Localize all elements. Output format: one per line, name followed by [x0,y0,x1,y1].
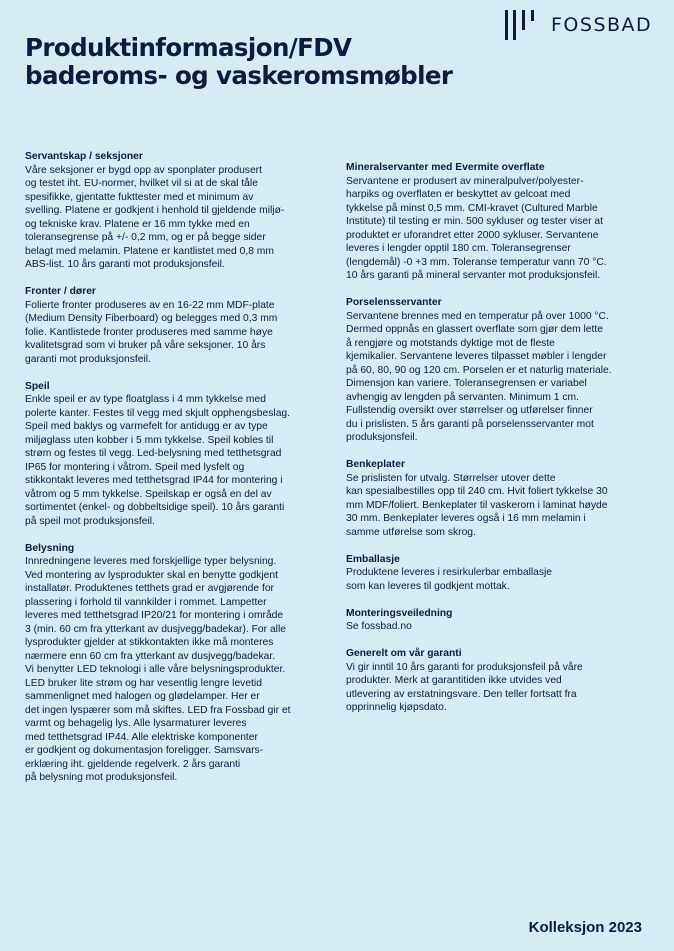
section-heading: Emballasje [346,553,400,565]
page-title [25,34,452,90]
section-body: Vi gir inntil 10 års garanti for produksjonsfeil på våre produkter. Merk at garantitiden ikke utvides ved utlevering av erstatningsvare. Den teller fortsatt fra opprinnelig kjøpsdato. [346,661,583,713]
right-column [346,161,658,728]
section-body: Enkle speil er av type floatglass i 4 mm tykkelse med polerte kanter. Festes til vegg med skjult opphengsbeslag. Speil med baklys og varmefelt for antidugg er av type miljøglass uten kobber i 5 mm tykkelse. Speil kobles til strøm og festes til vegg. Led-belysning med tetthetsgrad IP65 for montering i våtrom. Speil med lysfelt og stikkontakt leveres med tetthetsgrad IP44 for montering i våtrom og 5 mm tykkelse. Speilskap er også en del av sortimentet (enkel- og dobbeltsidige speil). 10 års garanti på speil mot produksjonsfeil. [25,394,291,527]
section-monteringsveiledning [346,607,658,634]
section-benkeplater [346,458,658,539]
section-heading: Mineralservanter med Evermite overflate [346,162,545,173]
section-body: Produktene leveres i resirkulerbar emballasje som kan leveres til godkjent mottak. [346,567,553,592]
section-body: Våre seksjoner er bygd opp av sponplater produsert og testet iht. EU-normer, hvilket vil si at de skal tåle spesifikke, gjentatte fukttester med et minimum av svelling. Platene er godkjent i henhold til gjeldende miljø- og tekniske krav. Platene er 16 mm tykke med en toleransegrense på +/- 0,2 mm, og er på begge sider belagt med melamin. Platene er kantlistet med 0,8 mm ABS-list. 10 års garanti mot produksjonsfeil. [25,164,285,270]
page-title-line1: Produktinformasjon/FDV [25,33,352,62]
section-heading: Porselensservanter [346,297,442,308]
section-mineralservanter [346,161,658,283]
left-column [25,150,337,798]
section-heading: Benkeplater [346,459,405,470]
section-heading: Speil [25,380,50,392]
section-body: Folierte fronter produseres av en 16-22 mm MDF-plate (Medium Density Fiberboard) og belegges med 0,3 mm folie. Kantlistede fronter produseres med samme høye kvalitetsgrad som vi bruker på våre seksjoner. 10 års garanti mot produksjonsfeil. [25,299,278,365]
section-emballasje [346,553,658,594]
section-body: Se prislisten for utvalg. Størrelser utover dette kan spesialbestilles opp til 240 cm. Hvit foliert tykkelse 30 mm MDF/foliert. Benkeplater til vaskerom i laminat høyde 30 mm. Benkeplater leveres også i 16 mm melamin i samme utførelse som skrog. [346,472,608,538]
section-heading: Generelt om vår garanti [346,648,462,659]
section-heading: Fronter / dører [25,286,96,297]
section-heading: Monteringsveiledning [346,607,453,619]
fossbad-logo [505,10,652,40]
section-garanti [346,647,658,715]
logo-bars-icon [505,10,539,40]
section-heading: Belysning [25,542,75,554]
page-title-line2: baderoms- og vaskeromsmøbler [25,61,453,90]
section-body: Se fossbad.no [346,621,412,632]
section-fronter [25,285,337,366]
logo-text: FOSSBAD [551,14,653,36]
section-belysning [25,542,337,785]
section-speil [25,380,337,529]
section-body: Innredningene leveres med forskjellige typer belysning. Ved montering av lysprodukter skal en benytte godkjent installatør. Produktenes tetthets grad er avgjørende for plassering i forhold til vannkilder i rommet. Lampetter leveres med tetthetsgrad IP20/21 for montering i område 3 (min. 60 cm fra ytterkant av dusjvegg/badekar). For alle lysprodukter gjelder at stikkontakten ikke må monteres nærmere enn 60 cm fra ytterkant av dusjvegg/badekar. Vi benytter LED teknologi i alle våre belysningsprodukter. LED bruker lite strøm og har vesentlig lengre levetid sammenlignet med halogen og glødelamper. Her er det ingen lyspærer som må skiftes. LED fra Fossbad gir et varmt og behagelig lys. Alle lysarmaturer leveres med tetthetsgrad IP44. Alle elektriske komponenter er godkjent og dokumentasjon foreligger. Samsvars- erklæring iht. gjeldende regelverk. 2 års garanti på belysning mot produksjonsfeil. [25,556,291,783]
section-body: Servantene er produsert av mineralpulver/polyester- harpiks og overflaten er beskyttet av gelcoat med tykkelse på minst 0,5 mm. CMI-kravet (Cultured Marble Institute) til testing er min. 500 sykluser og tester viser at produktet er uforandret etter 2000 sykluser. Servantene leveres i lengder opptil 180 cm. Toleransegrenser (lengdemål) -0 +3 mm. Toleranse temperatur vann 70 °C. 10 års garanti på mineral servanter mot produksjonsfeil. [346,175,607,281]
collection-label: Kolleksjon 2023 [528,919,642,936]
section-body: Servantene brennes med en temperatur på over 1000 °C. Dermed oppnås en glassert overflate som gjør dem lette å rengjøre og motstands dyktige mot de fleste kjemikalier. Servantene leveres tilpasset møbler i lengder på 60, 80, 90 og 120 cm. Porselen er et naturlig materiale. Dimensjon kan variere. Toleransegrensen er variabel avhengig av lengden på servanten. Minimum 1 cm. Fullstendig oversikt over størrelser og utførelser finner du i prislisten. 5 års garanti på porselensservanter mot produksjonsfeil. [346,310,612,443]
section-servantskap [25,150,337,272]
section-porselensservanter [346,296,658,445]
section-heading: Servantskap / seksjoner [25,151,143,162]
